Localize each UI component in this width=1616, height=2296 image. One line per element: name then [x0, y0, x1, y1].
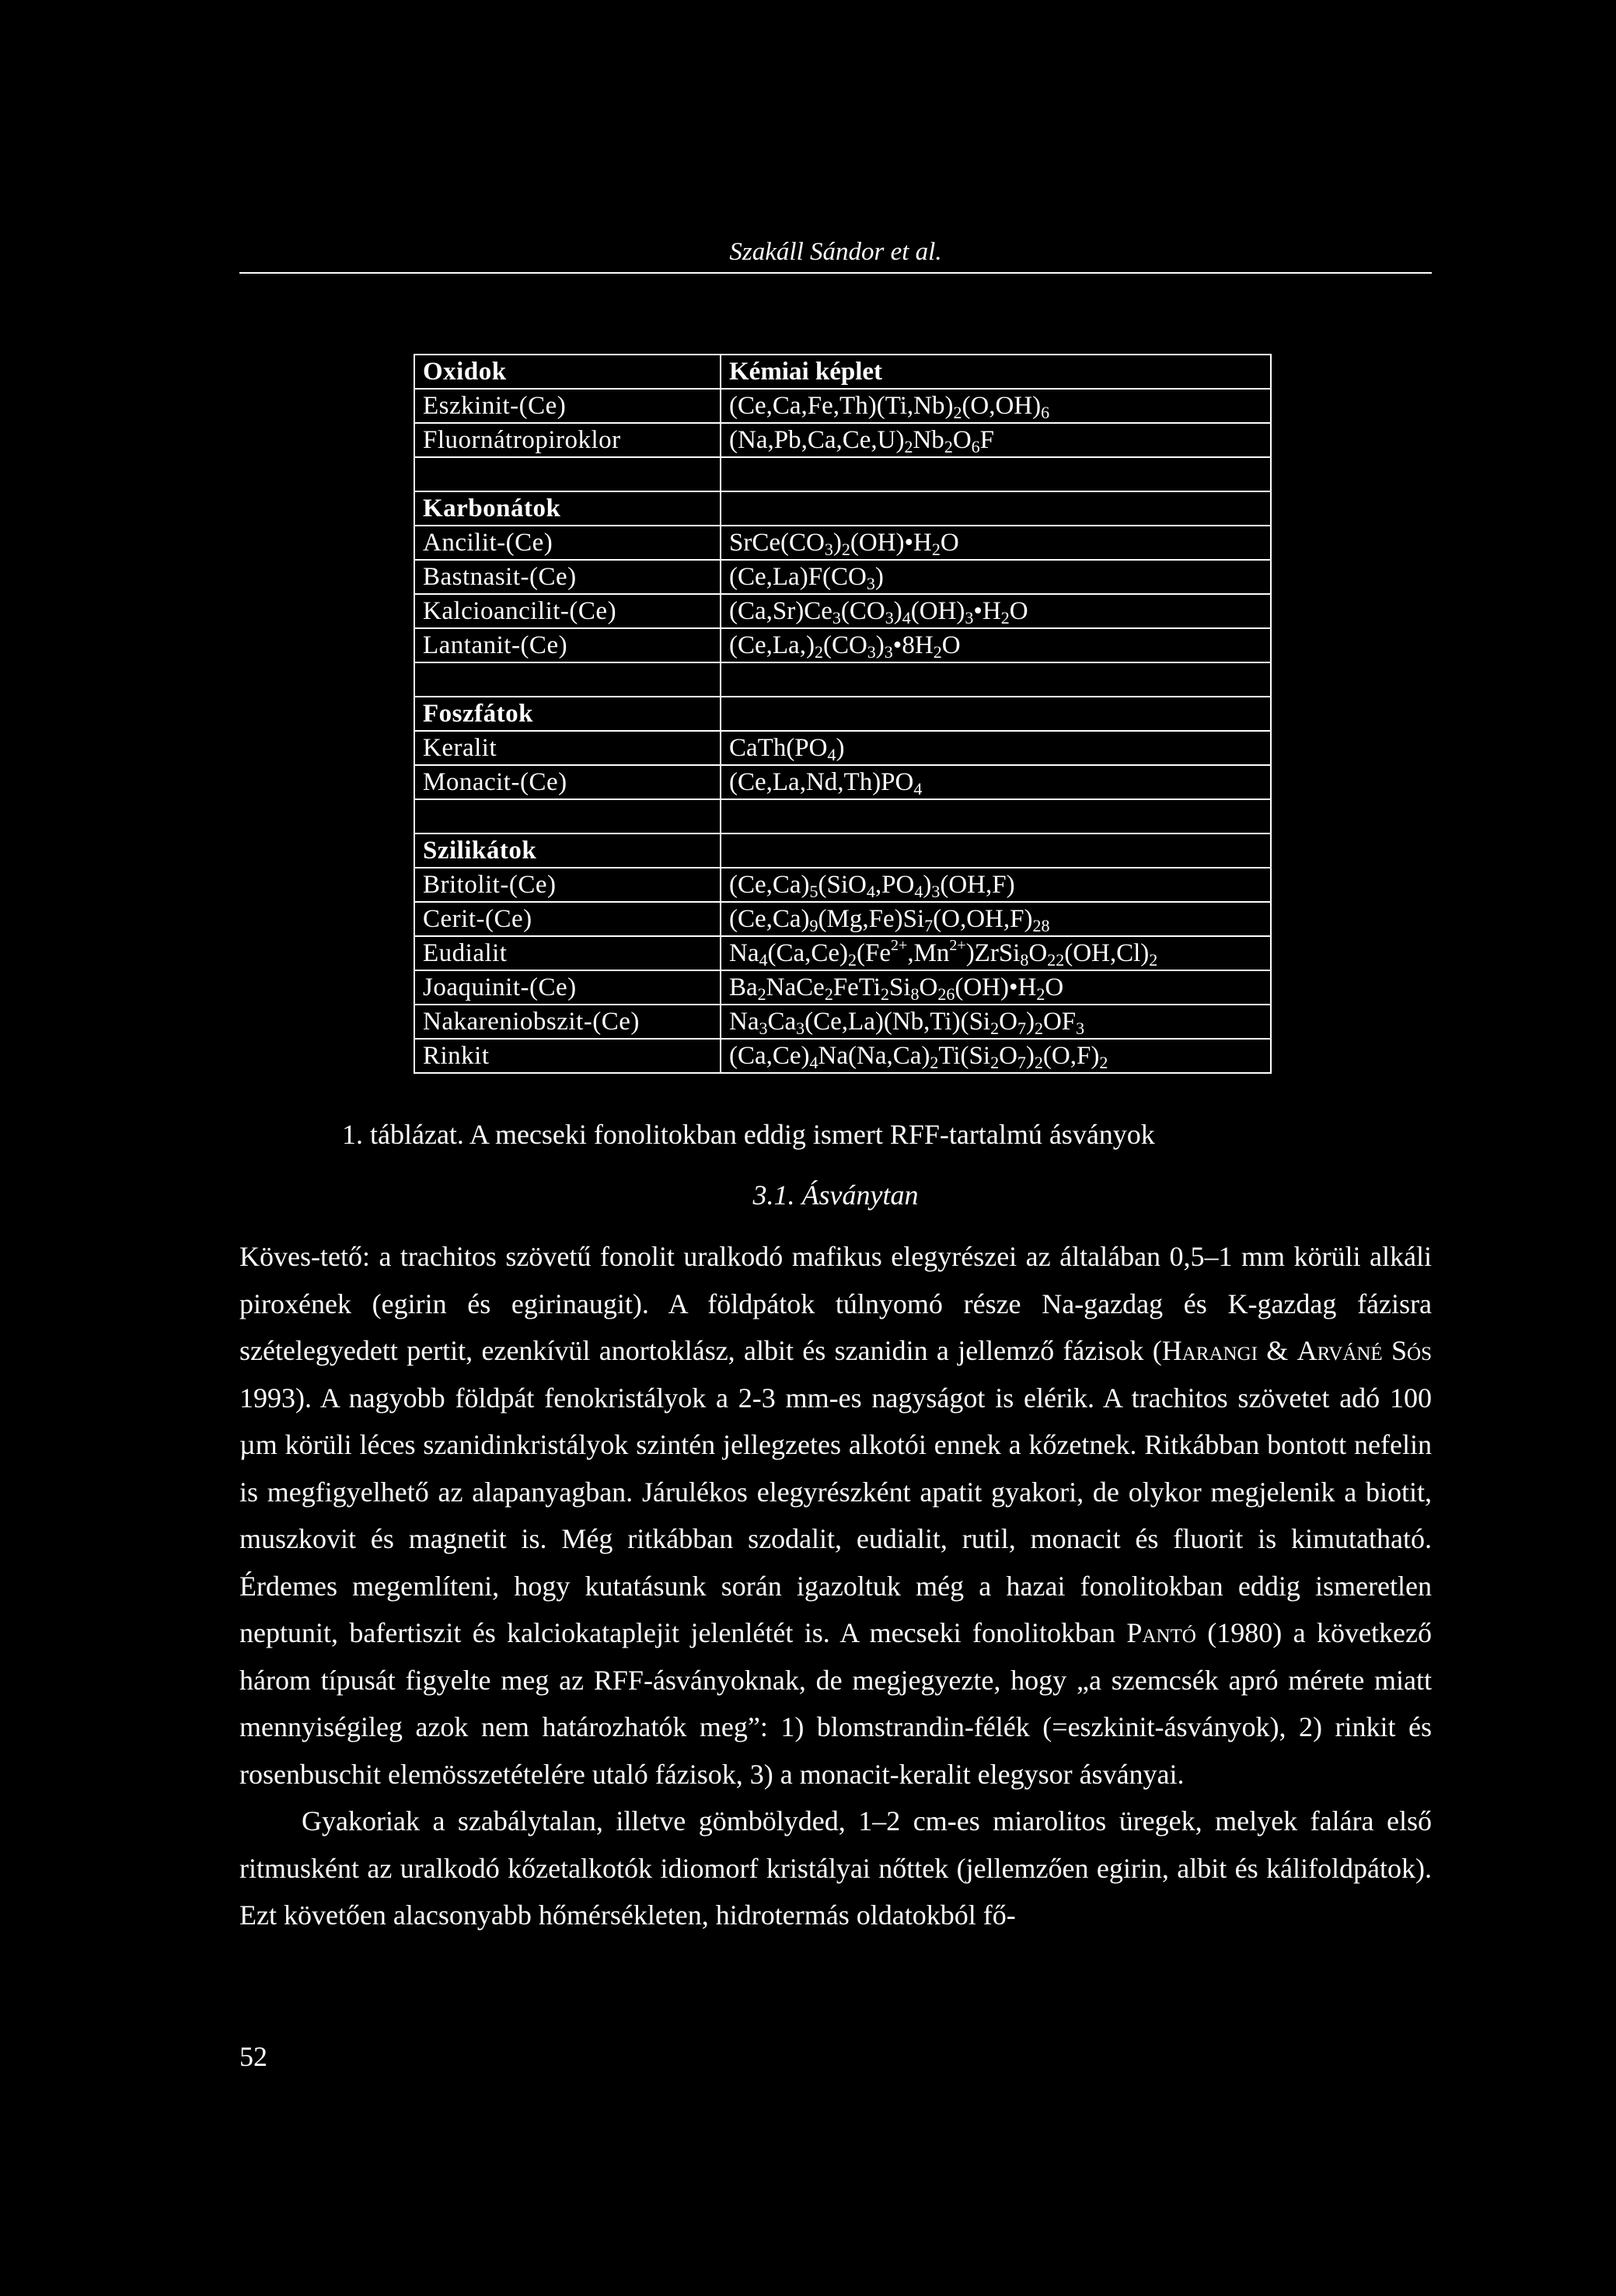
table-group-row — [414, 491, 1271, 526]
chemical-formula: $Ba_2NaCe_2FeTi_2Si_8O_{26}(OH)•H_2O$ — [721, 970, 1271, 1005]
chemical-formula: $(Ce,Ca)_5(SiO_4,PO_4)_3(OH,F)$ — [721, 868, 1271, 902]
empty-cell — [721, 457, 1271, 491]
chemical-formula: $(Ca,Sr)Ce_3(CO_3)_4(OH)_3•H_2O$ — [721, 594, 1271, 628]
table-row — [414, 731, 1271, 765]
mineral-name: Eudialit — [414, 936, 721, 970]
mineral-group-name: Foszfátok — [414, 697, 721, 731]
table-header-row — [414, 355, 1271, 389]
paragraph: Köves-tető: a trachitos szövetű fonolit uralkodó mafikus elegyrészei az általában 0,5–1 mm körüli alkáli piroxének (egirin és egirinaugit). A földpátok túlnyomó része Na-gazdag és K-gazdag fázisra szételegyedett pertit, ezenkívül anortoklász, albit és szanidin a jellemző fázisok (Harangi & Arváné Sós 1993). A nagyobb földpát fenokristályok a 2-3 mm-es nagyságot is elérik. A trachitos szövetet adó 100 µm körüli léces szanidinkristályok szintén jellegzetes alkotói ennek a kőzetnek. Ritkábban bontott nefelin is megfigyelhető az alapanyagban. Járulékos elegyrészként apatit gyakori, de olykor megjelenik a biotit, muszkovit és magnetit is. Még ritkábban szodalit, eudialit, rutil, monacit és fluorit is kimutatható. Érdemes megemlíteni, hogy kutatásunk során igazoltuk még a hazai fonolitokban eddig ismeretlen neptunit, bafertiszit és kalciokataplejit jelenlétét is. A mecseki fonolitokban Pantó (1980) a következő három típusát figyelte meg az RFF-ásványoknak, de megjegyezte, hogy „a szemcsék apró mérete miatt mennyiségileg azok nem határozhatók meg”: 1) blomstrandin-félék (=eszkinit-ásványok), 2) rinkit és rosenbuschit elemösszetételére utaló fázisok, 3) a monacit-keralit elegysor ásványai. — [239, 1241, 1432, 1790]
mineral-group-name: Szilikátok — [414, 833, 721, 868]
table-row — [414, 765, 1271, 799]
table-group-row — [414, 833, 1271, 868]
paragraph: Gyakoriak a szabálytalan, illetve gömbölyded, 1–2 cm-es miarolitos üregek, melyek falára első ritmusként az uralkodó kőzetalkotók idiomorf kristályai nőttek (jellemzően egirin, albit és kálifoldpátok). Ezt követően alacsonyabb hőmérsékleten, hidrotermás oldatokból fő- — [239, 1805, 1432, 1931]
table-row — [414, 526, 1271, 560]
chemical-formula: $Na_3Ca_3(Ce,La)(Nb,Ti)(Si_2O_7)_2OF_3$ — [721, 1005, 1271, 1039]
mineral-name: Monacit-(Ce) — [414, 765, 721, 799]
chemical-formula: $SrCe(CO_3)_2(OH)•H_2O$ — [721, 526, 1271, 560]
empty-cell — [414, 662, 721, 697]
table-row — [414, 936, 1271, 970]
table-group-row — [414, 697, 1271, 731]
table-row — [414, 594, 1271, 628]
chemical-formula: $(Ce,Ca)_9(Mg,Fe)Si_7(O,OH,F)_{28}$ — [721, 902, 1271, 936]
empty-cell — [721, 662, 1271, 697]
table-row — [414, 628, 1271, 662]
table-row — [414, 902, 1271, 936]
empty-cell — [414, 799, 721, 833]
chemical-formula: $(Ce,La,Nd,Th)PO_4$ — [721, 765, 1271, 799]
minerals-table — [414, 354, 1272, 1074]
mineral-name: Rinkit — [414, 1039, 721, 1073]
table-row — [414, 389, 1271, 423]
table-header-group: Oxidok — [414, 355, 721, 389]
table-row — [414, 868, 1271, 902]
mineral-group-name: Karbonátok — [414, 491, 721, 526]
table-row — [414, 970, 1271, 1005]
chemical-formula: $(Ce,La,)_2(CO_3)_3•8H_2O$ — [721, 628, 1271, 662]
header-rule — [239, 272, 1432, 274]
chemical-formula: $CaTh(PO_4)$ — [721, 731, 1271, 765]
table-spacer-row — [414, 662, 1271, 697]
table-row — [414, 560, 1271, 594]
mineral-name: Joaquinit-(Ce) — [414, 970, 721, 1005]
chemical-formula: $(Na,Pb,Ca,Ce,U)_2Nb_2O_6F$ — [721, 423, 1271, 457]
mineral-name: Bastnasit-(Ce) — [414, 560, 721, 594]
table-spacer-row — [414, 799, 1271, 833]
subsection-title: 3.1. Ásványtan — [752, 1179, 919, 1211]
chemical-formula: $Na_4(Ca,Ce)_2(Fe^{2+},Mn^{2+})ZrSi_8O_{22}(OH,Cl)_2$ — [721, 936, 1271, 970]
body-text — [239, 1233, 1432, 1939]
mineral-name: Nakareniobszit-(Ce) — [414, 1005, 721, 1039]
table-caption: 1. táblázat. A mecseki fonolitokban eddig ismert RFF-tartalmú ásványok — [342, 1119, 1155, 1150]
mineral-name: Britolit-(Ce) — [414, 868, 721, 902]
empty-cell — [721, 799, 1271, 833]
table-row — [414, 1039, 1271, 1073]
mineral-name: Fluornátropiroklor — [414, 423, 721, 457]
table-spacer-row — [414, 457, 1271, 491]
table-row — [414, 1005, 1271, 1039]
mineral-name: Ancilit-(Ce) — [414, 526, 721, 560]
empty-cell — [721, 491, 1271, 526]
chemical-formula: $(Ce,La)F(CO_3)$ — [721, 560, 1271, 594]
mineral-name: Eszkinit-(Ce) — [414, 389, 721, 423]
empty-cell — [721, 697, 1271, 731]
page-number: 52 — [239, 2041, 267, 2072]
chemical-formula: $(Ce,Ca,Fe,Th)(Ti,Nb)_2(O,OH)_6$ — [721, 389, 1271, 423]
table-row — [414, 423, 1271, 457]
empty-cell — [414, 457, 721, 491]
running-head: Szakáll Sándor et al. — [729, 238, 942, 266]
empty-cell — [721, 833, 1271, 868]
mineral-name: Cerit-(Ce) — [414, 902, 721, 936]
chemical-formula: $(Ca,Ce)_4Na(Na,Ca)_2Ti(Si_2O_7)_2(O,F)_2$ — [721, 1039, 1271, 1073]
table-header-formula: Kémiai képlet — [721, 355, 1271, 389]
mineral-name: Lantanit-(Ce) — [414, 628, 721, 662]
mineral-name: Kalcioancilit-(Ce) — [414, 594, 721, 628]
mineral-name: Keralit — [414, 731, 721, 765]
